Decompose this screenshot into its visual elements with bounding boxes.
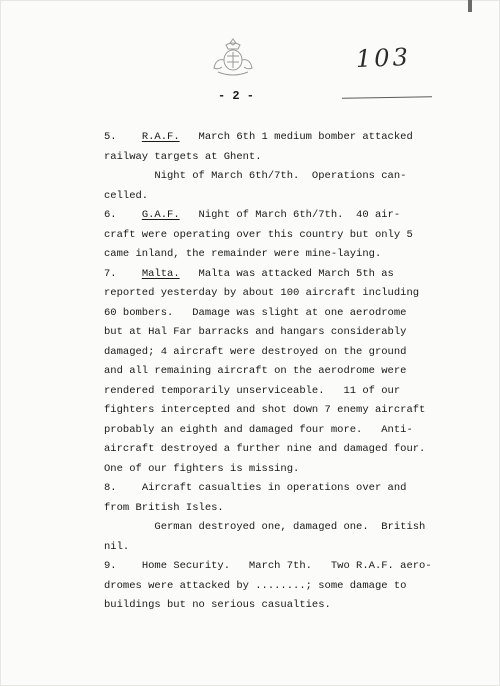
paragraph-number: 7. <box>104 267 142 280</box>
line-text: probably an eighth and damaged four more. Anti- <box>104 423 413 436</box>
line-text: came inland, the remainder were mine-laying. <box>104 248 382 260</box>
text-line <box>104 343 407 363</box>
text-line <box>104 323 407 343</box>
line-text: and all remaining aircraft on the aerodrome were <box>104 365 407 377</box>
text-line <box>104 557 432 577</box>
line-text: March 6th 1 medium bomber attacked <box>198 131 413 143</box>
line-text: Night of March 6th/7th. Operations can- <box>104 170 407 182</box>
text-line <box>104 401 426 421</box>
line-text: celled. <box>104 189 149 202</box>
line-text: Aircraft casualties in operations over and <box>141 482 407 494</box>
line-text: Malta was attacked March 5th as <box>198 267 394 280</box>
text-line <box>104 265 404 285</box>
page-number: - 2 - <box>218 89 255 103</box>
paragraph-heading: Malta. <box>141 267 180 280</box>
text-line <box>104 245 404 265</box>
line-text: rendered temporarily unserviceable. 11 of our <box>104 384 401 397</box>
paragraph-number: 9. <box>104 560 142 572</box>
text-line <box>104 440 426 460</box>
paragraph-number: 5. <box>104 131 142 143</box>
royal-crest-emblem <box>208 36 258 80</box>
text-line <box>104 148 404 168</box>
line-text: dromes were attacked by ........; some damage to <box>104 579 407 592</box>
text-line <box>104 499 404 519</box>
text-line <box>104 596 404 616</box>
line-text: nil. <box>104 540 130 553</box>
text-line <box>104 479 407 499</box>
line-text: craft were operating over this country but only 5 <box>104 228 413 241</box>
text-line <box>104 284 420 304</box>
paragraph-number: 8. <box>104 482 142 494</box>
paragraph-heading: R.A.F. <box>141 131 180 143</box>
line-text: reported yesterday by about 100 aircraft including <box>104 287 420 299</box>
text-line <box>104 304 407 324</box>
text-line <box>104 538 404 558</box>
line-text: German destroyed one, damaged one. British <box>104 521 426 533</box>
text-line <box>104 382 404 402</box>
text-line <box>104 167 407 187</box>
line-text: railway targets at Ghent. <box>104 150 262 163</box>
line-text: but at Hal Far barracks and hangars considerably <box>104 326 407 338</box>
archive-number: 103 <box>355 43 412 73</box>
line-text: Night of March 6th/7th. 40 air- <box>198 209 401 221</box>
line-text: 60 bombers. Damage was slight at one aerodrome <box>104 306 407 319</box>
line-text: buildings but no serious casualties. <box>104 599 331 611</box>
paragraph-heading: G.A.F. <box>141 209 180 221</box>
line-text: Home Security. March 7th. Two R.A.F. aero- <box>141 560 432 572</box>
line-text: aircraft destroyed a further nine and damaged four. <box>104 443 426 455</box>
text-line <box>104 226 413 246</box>
text-line <box>104 206 404 226</box>
text-line <box>104 460 404 480</box>
text-line <box>104 128 413 148</box>
edge-mark <box>468 0 472 12</box>
text-line <box>104 421 413 441</box>
line-text: from British Isles. <box>104 501 224 514</box>
line-text: One of our fighters is missing. <box>104 462 300 475</box>
text-line <box>104 362 407 382</box>
text-line <box>104 577 407 597</box>
document-body <box>104 128 432 616</box>
line-text: fighters intercepted and shot down 7 enemy aircraft <box>104 404 426 416</box>
paragraph-number: 6. <box>104 209 142 221</box>
text-line <box>104 518 426 538</box>
text-line <box>104 187 404 207</box>
archive-underline <box>342 96 432 99</box>
line-text: damaged; 4 aircraft were destroyed on the ground <box>104 345 407 358</box>
